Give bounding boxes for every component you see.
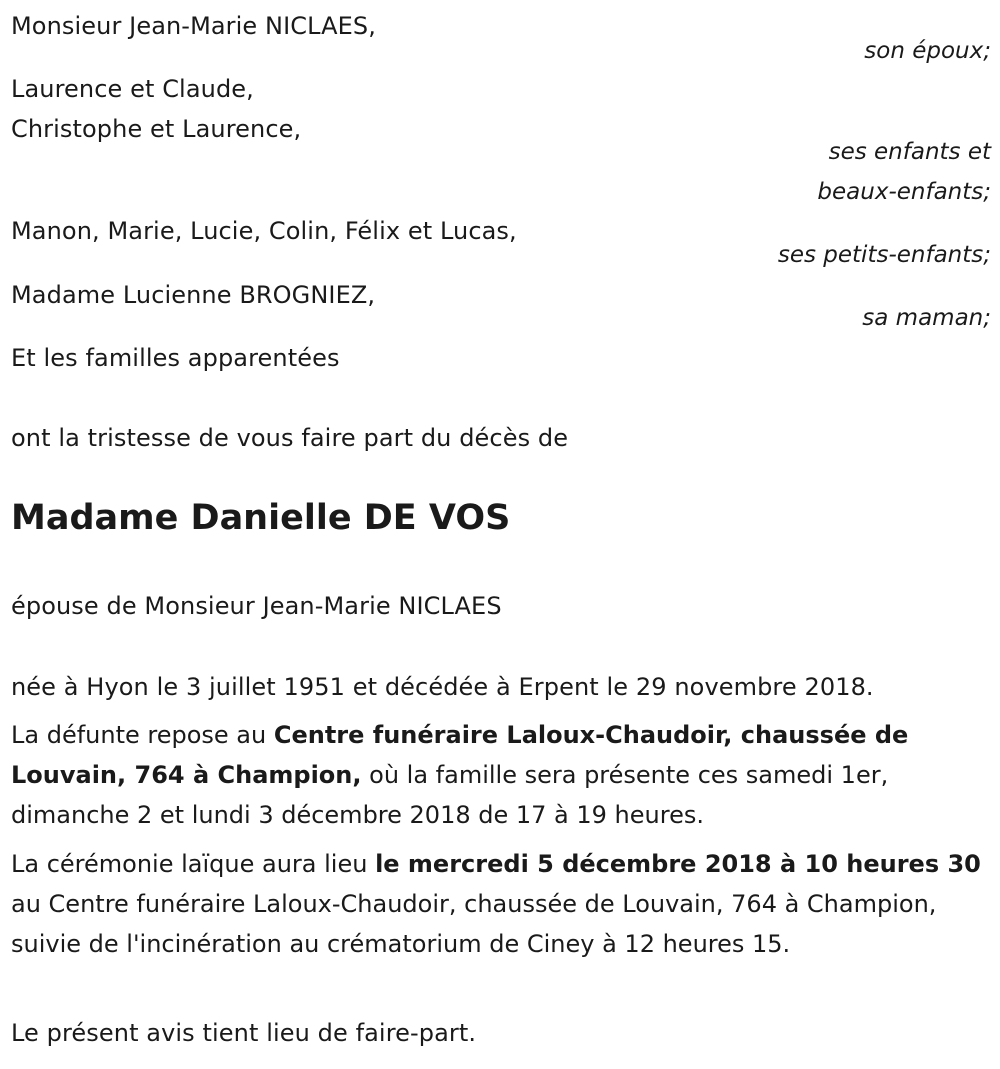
spouse-relation: son époux; bbox=[864, 38, 991, 64]
birth-death-line: née à Hyon le 3 juillet 1951 et décédée à Erpent le 29 novembre 2018. bbox=[11, 673, 874, 701]
mother-relation: sa maman; bbox=[862, 305, 991, 331]
children-line-1: Laurence et Claude, bbox=[11, 75, 254, 103]
ceremony-intro: La cérémonie laïque aura lieu bbox=[11, 850, 376, 878]
relatives-line: Et les familles apparentées bbox=[11, 344, 340, 372]
ceremony-details: au Centre funéraire Laloux-Chaudoir, chaussée de Louvain, 764 à Champion, suivie de l'incinération au crématorium de Ciney à 12 heures 15. bbox=[11, 890, 937, 958]
grandchildren-names: Manon, Marie, Lucie, Colin, Félix et Lucas, bbox=[11, 217, 517, 245]
deceased-name: Madame Danielle DE VOS bbox=[11, 498, 511, 538]
repose-intro: La défunte repose au bbox=[11, 721, 274, 749]
children-relation-line-1: ses enfants et bbox=[828, 139, 991, 165]
repose-paragraph bbox=[11, 715, 991, 835]
children-relation-line-2: beaux-enfants; bbox=[817, 179, 991, 205]
spouse-name: Monsieur Jean-Marie NICLAES, bbox=[11, 12, 376, 40]
closing-line: Le présent avis tient lieu de faire-part. bbox=[11, 1019, 477, 1047]
repose-details: où la famille sera présente ces samedi 1er, dimanche 2 et lundi 3 décembre 2018 de 17 à 19 heures. bbox=[11, 761, 889, 829]
spouse-of-line: épouse de Monsieur Jean-Marie NICLAES bbox=[11, 592, 502, 620]
children-line-2: Christophe et Laurence, bbox=[11, 115, 302, 143]
grandchildren-relation: ses petits-enfants; bbox=[777, 242, 991, 268]
announcement-line: ont la tristesse de vous faire part du décès de bbox=[11, 424, 569, 452]
repose-location: Centre funéraire Laloux-Chaudoir, chaussée de Louvain, 764 à Champion, bbox=[11, 721, 909, 789]
ceremony-date: le mercredi 5 décembre 2018 à 10 heures 30 bbox=[375, 850, 981, 878]
mother-name: Madame Lucienne BROGNIEZ, bbox=[11, 281, 376, 309]
ceremony-paragraph bbox=[11, 844, 991, 964]
